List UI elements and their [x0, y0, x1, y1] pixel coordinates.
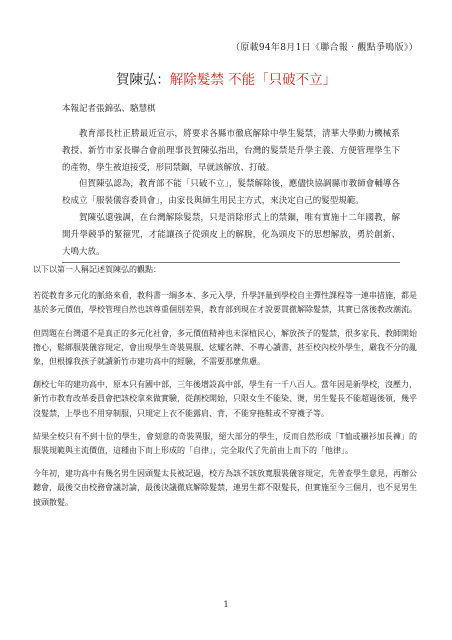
article-paragraph: 教育部長杜正勝最近宣示，將要求各縣市徹底解除中學生髮禁，清華大學動力機械系教授、新竹市家長聯合會前理事長賀陳弘指出，台灣的髮禁是升學主義、方便管理學生下的產物，學生被迫接受，形同禁錮，早就該解放、打破。 [62, 129, 400, 173]
title-headline: 解除髮禁 不能「只破不立」 [169, 72, 337, 88]
title-person: 賀陳弘： [115, 72, 170, 88]
article-paragraph: 賀陳弘還強調，在台灣解除髮禁，只是消除形式上的禁錮，唯有實施十二年國教，解開升學競爭的緊箍咒，才能讓孩子從頭皮上的解脫，化為頭皮下的思想解放，勇於創新、大鳴大放。 [62, 212, 400, 257]
page-number: 1 [223, 600, 229, 609]
interview-paragraph: 結果全校只有不到十位的學生，會刻意的奇裝異服，絕大部分的學生，反而自然形成「T恤或襯衫加長褲」的服裝規範與主流價值，這種由下而上形成的「自律」，完全取代了先前由上而下的「他律」。 [33, 431, 417, 456]
interview-paragraph: 若從教育多元化的脈絡來看，教科書一綱多本、多元入學，升學評量到學校自主彈性課程等一連串措施，都是基於多元價值，學校管理自然也該尊重個別差異，教育部到現在才說要貫徹解除髮禁，其實已落後教改潮流。 [33, 291, 417, 315]
byline: 本報記者張錦弘、駱慧棋 [62, 104, 156, 114]
article-title [0, 68, 452, 88]
interview-intro: 以下以第一人稱記述賀陳弘的觀點： [33, 265, 161, 274]
article-body [62, 126, 400, 260]
interview-paragraph: 但問題在台灣還不是真正的多元化社會，多元價值精神也未深植民心，解放孩子的髮禁，很多家長、教師開始擔心，鬆綁服裝儀容規定，會出現學生奇裝異服、炫耀名牌、不專心讀書，甚至校內校外學生，嚴我不分的亂象，但根據我孩子就讀新竹市建功高中的經驗，不需要那麼焦慮。 [33, 328, 417, 367]
interview-paragraph: 今年初，建功高中有幾名男生因頭髮太長被記過，校方為該不該放寬服裝儀容規定，先普查學生意見，再辦公聽會，最後交由校務會議討論，最後決議徹底解除髮禁，連男生都不限髮長，但實施至今三個月，也不見男生披頭散髮。 [33, 469, 417, 507]
interview-body [33, 263, 417, 519]
source-line: （原載94年8月1日《聯合報‧觀點爭鳴版》） [230, 43, 418, 53]
article-paragraph: 但賀陳弘認為，教育部不能「只破不立」，髮禁解除後，應儘快協調縣市教師會輔導各校成立「服裝儀容委員會」，由家長與師生用民主方式，來決定自己的髮型規範。 [62, 179, 400, 207]
interview-paragraph: 創校七年的建功高中，原本只有國中部，三年後增設高中部，學生有一千八百人。當年因是新學校，沒壓力，新竹市教育改革委員會把該校拿來做實驗，從創校開始，只限女生不能染、燙，男生髮長不能超過後領，幾乎沒髮禁，上學也不用穿制服，只規定上衣不能露肩、背，不能穿拖鞋或不穿襪子等。 [33, 380, 417, 418]
